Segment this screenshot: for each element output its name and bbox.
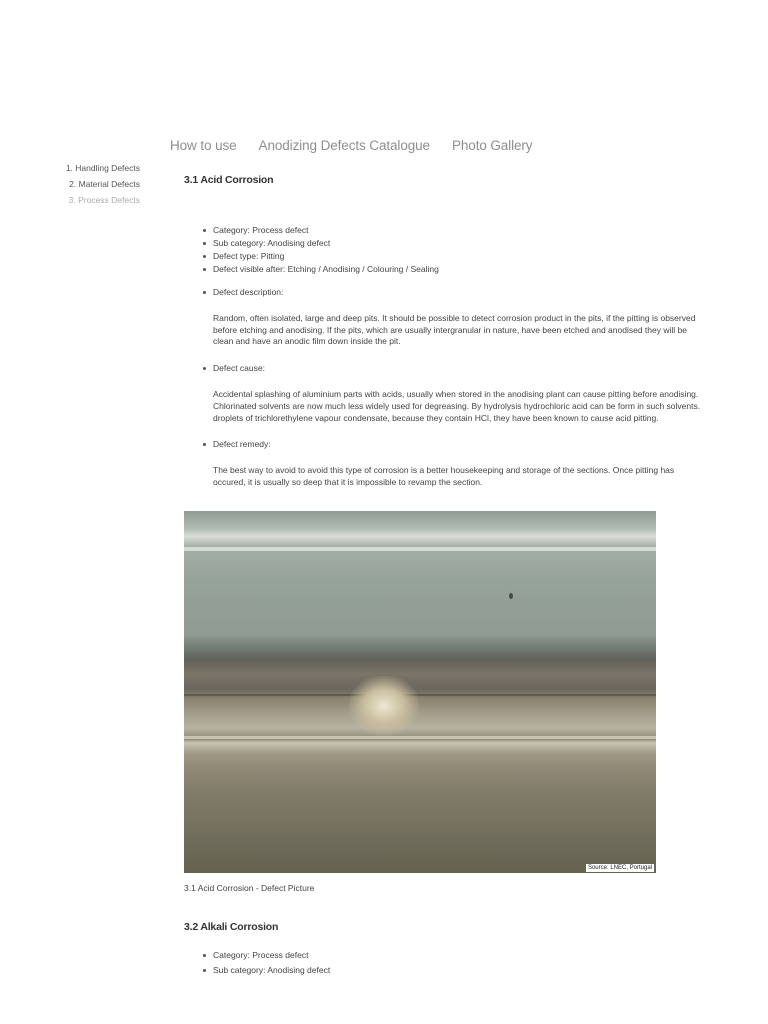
photo-credit: Source: LNEC, Portugal xyxy=(587,865,652,871)
defect-description-text: Random, often isolated, large and deep pits. It should be possible to detect corrosion product in the pits, if the pitting is observed before etching and anodising. If the pits, which are usually intergranular in nature, have been etched and anodised they will be clean and have an anodic film down inside the pit. xyxy=(213,313,696,347)
sidebar-item-material-defects[interactable]: 2. Material Defects xyxy=(69,179,140,189)
description-list xyxy=(184,286,708,299)
nav-how-to-use[interactable]: How to use xyxy=(170,138,237,153)
nav-defects-catalogue[interactable]: Anodizing Defects Catalogue xyxy=(258,138,430,153)
cause-list xyxy=(184,362,708,375)
top-navigation xyxy=(170,138,532,153)
remedy-list xyxy=(184,438,708,451)
list-item: Category: Process defect xyxy=(213,224,708,237)
defect-remedy-text: The best way to avoid to avoid this type of corrosion is a better housekeeping and storage of the sections. Once pitting has occured, it is usually so deep that it is impossible to revamp the section. xyxy=(213,465,675,487)
section-title-alkali-corrosion: 3.2 Alkali Corrosion xyxy=(184,921,279,933)
list-item: Sub category: Anodising defect xyxy=(213,237,708,250)
list-item: Defect visible after: Etching / Anodising / Colouring / Sealing xyxy=(213,263,708,276)
photo-edge xyxy=(184,736,656,739)
nav-photo-gallery[interactable]: Photo Gallery xyxy=(451,138,533,153)
photo-spot xyxy=(509,593,513,599)
list-item: Sub category: Anodising defect xyxy=(213,965,331,975)
sidebar-item-handling-defects[interactable]: 1. Handling Defects xyxy=(65,163,140,173)
main-content xyxy=(184,174,708,975)
defect-cause-label: Defect cause: xyxy=(213,362,708,375)
defect-remedy-label: Defect remedy: xyxy=(213,438,708,451)
sidebar-item-process-defects[interactable]: 3. Process Defects xyxy=(68,195,140,205)
list-item: Defect type: Pitting xyxy=(213,250,708,263)
defect-facts-list-2 xyxy=(184,949,330,977)
photo-caption: 3.1 Acid Corrosion - Defect Picture xyxy=(184,883,315,893)
defect-description-label: Defect description: xyxy=(213,286,708,299)
defect-cause-text: Accidental splashing of aluminium parts with acids, usually when stored in the anodising plant can cause pitting before anodising. Chlorinated solvents are now much less widely used for degreasing. By hydrolysis hydrochloric acid can be form in such solvents. droplets of trichlorethylene vapour condensate, because they contain HCl, they have been known to cause acid pitting. xyxy=(213,389,701,423)
list-item: Category: Process defect xyxy=(213,949,330,962)
photo-highlight xyxy=(184,547,656,551)
photo-groove xyxy=(184,694,656,696)
defect-facts-list xyxy=(184,224,708,276)
sidebar xyxy=(66,162,140,210)
photo-pit xyxy=(349,676,419,736)
defect-photo xyxy=(184,511,656,873)
section-title-acid-corrosion: 3.1 Acid Corrosion xyxy=(184,174,274,186)
